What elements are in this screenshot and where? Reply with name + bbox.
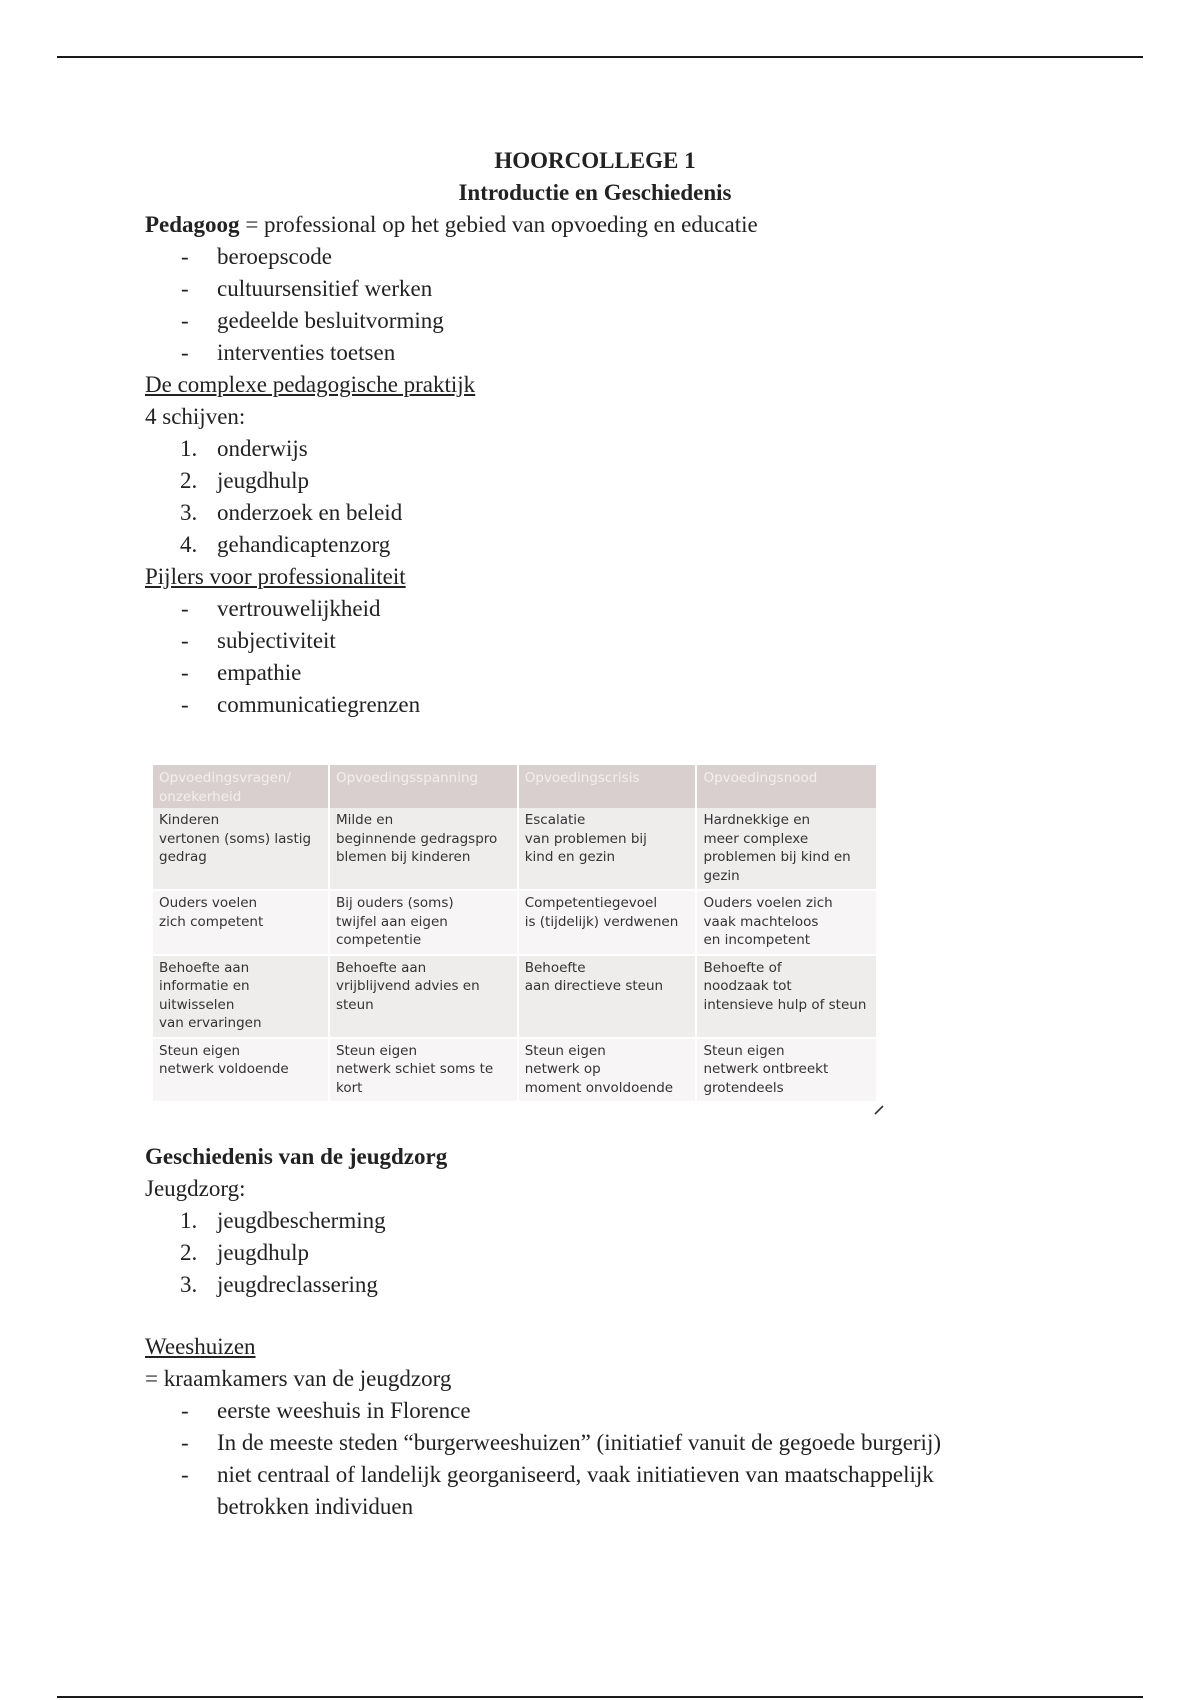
list-item: - beroepscode bbox=[181, 244, 332, 269]
weeshuizen-list bbox=[145, 1395, 1045, 1523]
schijven-list bbox=[145, 433, 1045, 561]
table-row bbox=[153, 808, 877, 890]
section-heading-complex: De complexe pedagogische praktijk bbox=[145, 372, 476, 397]
table-row bbox=[153, 1038, 877, 1103]
list-item: 3. onderzoek en beleid bbox=[180, 500, 403, 525]
table-cell: Steun eigen netwerk op moment onvoldoende bbox=[518, 1038, 697, 1103]
table-cell: Steun eigen netwerk voldoende bbox=[153, 1038, 329, 1103]
pijlers-list bbox=[145, 593, 1045, 721]
list-item: - niet centraal of landelijk georganiseerd, vaak initiatieven van maatschappelijk betrokken individuen bbox=[181, 1462, 934, 1519]
table-cell: Ouders voelen zich competent bbox=[153, 890, 329, 955]
list-item: - cultuursensitief werken bbox=[181, 276, 433, 301]
section-heading-weeshuizen: Weeshuizen bbox=[145, 1334, 256, 1359]
definition-text: = professional op het gebied van opvoeding en educatie bbox=[239, 212, 758, 237]
weeshuizen-definition: = kraamkamers van de jeugdzorg bbox=[145, 1366, 452, 1391]
table-cell: Ouders voelen zich vaak machteloos en incompetent bbox=[696, 890, 877, 955]
opvoeding-table-image bbox=[153, 765, 878, 1103]
list-item: - eerste weeshuis in Florence bbox=[181, 1398, 471, 1423]
table-cell: Escalatie van problemen bij kind en gezin bbox=[518, 808, 697, 890]
table-cell: Behoefte aan vrijblijvend advies en steun bbox=[329, 955, 518, 1038]
list-item: - communicatiegrenzen bbox=[181, 692, 421, 717]
list-item: 3. jeugdreclassering bbox=[180, 1272, 378, 1297]
table-cell: Bij ouders (soms) twijfel aan eigen competentie bbox=[329, 890, 518, 955]
list-item: 2. jeugdhulp bbox=[180, 1240, 309, 1265]
jeugdzorg-label: Jeugdzorg: bbox=[145, 1176, 246, 1201]
page-title: HOORCOLLEGE 1 bbox=[494, 148, 696, 173]
list-item: 4. gehandicaptenzorg bbox=[180, 532, 391, 557]
list-item: - subjectiviteit bbox=[181, 628, 336, 653]
table-cell: Hardnekkige en meer complexe problemen bij kind en gezin bbox=[696, 808, 877, 890]
opvoeding-table bbox=[153, 765, 878, 1103]
document-body bbox=[145, 145, 1045, 1523]
section-heading-history: Geschiedenis van de jeugdzorg bbox=[145, 1144, 448, 1169]
list-item: 1. onderwijs bbox=[180, 436, 308, 461]
list-item: - interventies toetsen bbox=[181, 340, 396, 365]
table-cell: Steun eigen netwerk schiet soms te kort bbox=[329, 1038, 518, 1103]
jeugdzorg-list bbox=[145, 1205, 1045, 1301]
resize-handle-icon bbox=[874, 1105, 884, 1115]
list-item: - empathie bbox=[181, 660, 302, 685]
list-item: - vertrouwelijkheid bbox=[181, 596, 381, 621]
definition-line bbox=[145, 209, 1045, 241]
section-heading-pijlers: Pijlers voor professionaliteit bbox=[145, 564, 406, 589]
table-cell: Competentiegevoel is (tijdelijk) verdwenen bbox=[518, 890, 697, 955]
schijven-label: 4 schijven: bbox=[145, 404, 246, 429]
table-header-row bbox=[153, 765, 877, 808]
definition-term: Pedagoog bbox=[145, 212, 240, 237]
table-header-cell: Opvoedingsvragen/ onzekerheid bbox=[153, 765, 329, 808]
bottom-rule bbox=[57, 1696, 1143, 1698]
list-item: - gedeelde besluitvorming bbox=[181, 308, 444, 333]
table-cell: Behoefte of noodzaak tot intensieve hulp of steun bbox=[696, 955, 877, 1038]
list-item: - In de meeste steden “burgerweeshuizen” (initiatief vanuit de gegoede burgerij) bbox=[181, 1430, 941, 1455]
table-cell: Behoefte aan informatie en uitwisselen van ervaringen bbox=[153, 955, 329, 1038]
table-row bbox=[153, 955, 877, 1038]
top-rule bbox=[57, 56, 1143, 58]
table-header-cell: Opvoedingsnood bbox=[696, 765, 877, 808]
table-cell: Steun eigen netwerk ontbreekt grotendeels bbox=[696, 1038, 877, 1103]
table-cell: Kinderen vertonen (soms) lastig gedrag bbox=[153, 808, 329, 890]
list-item: 2. jeugdhulp bbox=[180, 468, 309, 493]
spacer bbox=[145, 1301, 1045, 1331]
table-row bbox=[153, 890, 877, 955]
table-header-cell: Opvoedingsspanning bbox=[329, 765, 518, 808]
page-subtitle: Introductie en Geschiedenis bbox=[458, 180, 732, 205]
table-header-cell: Opvoedingscrisis bbox=[518, 765, 697, 808]
definition-list bbox=[145, 241, 1045, 369]
table-cell: Behoefte aan directieve steun bbox=[518, 955, 697, 1038]
list-item: 1. jeugdbescherming bbox=[180, 1208, 386, 1233]
table-cell: Milde en beginnende gedragspro blemen bij kinderen bbox=[329, 808, 518, 890]
